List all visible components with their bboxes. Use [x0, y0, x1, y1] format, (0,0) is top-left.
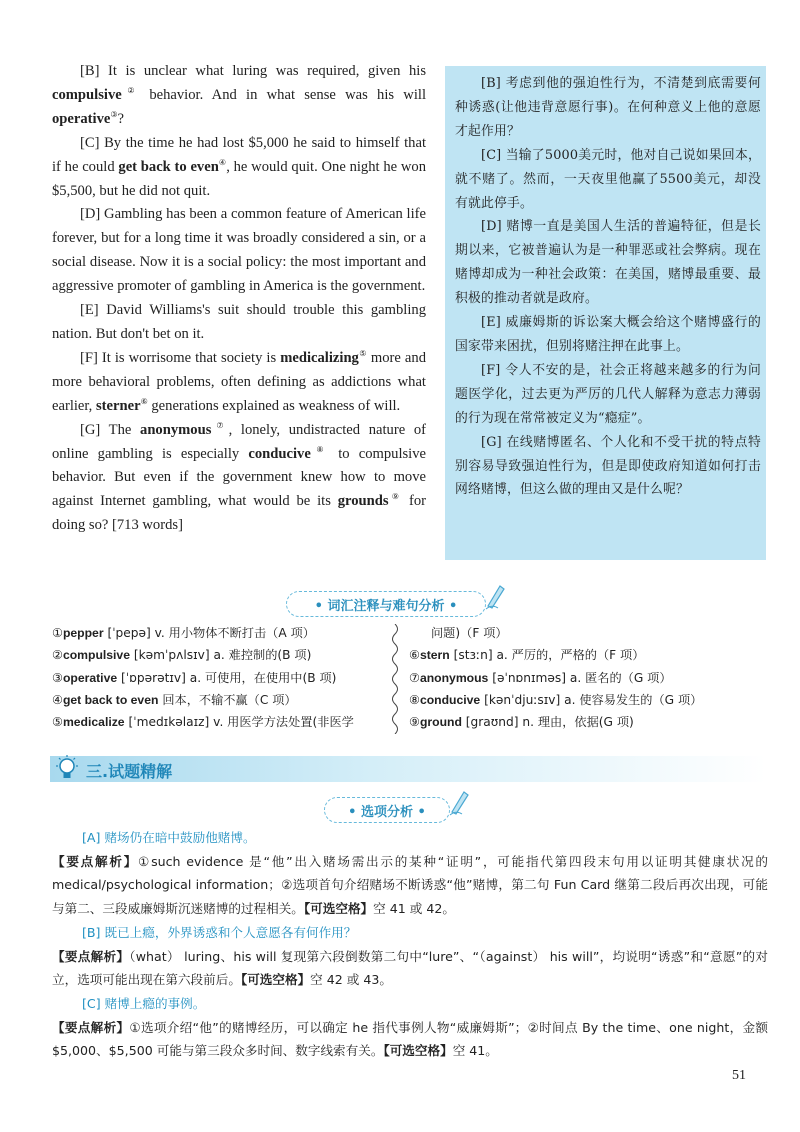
- vocab-item: ②compulsive [kəmˈpʌlsɪv] a. 难控制的(B 项): [52, 648, 312, 663]
- page-number: 51: [732, 1068, 746, 1083]
- option-b-title: [B] 既已上瘾，外界诱惑和个人意愿各有何作用？: [82, 924, 357, 940]
- vocab-item: ⑧conducive [kənˈdjuːsɪv] a. 使容易发生的（G 项）: [409, 692, 703, 707]
- translation-c: [C] 当输了5000美元时，他对自己说如果回本，就不赌了。然而，一天夜里他赢了5500美元，却没有就此停手。: [455, 147, 761, 211]
- option-b-analysis: 【要点解析】（what） luring、his will 复现第六段倒数第二句中“lure”、“（against） his will”，均说明“诱惑”和“意愿”的对立，选项可能出现在第六段前后。【可选空格】空 42 或 43。: [52, 948, 769, 988]
- vocab-item: ⑥stern [stɜːn] a. 严厉的，严格的（F 项）: [409, 648, 645, 663]
- vocab-item: ⑦anonymous [əˈnɒnɪməs] a. 匿名的（G 项）: [409, 670, 672, 685]
- vocab-item: ③operative [ˈɒpərətɪv] a. 可使用，在使用中(B 项): [52, 670, 337, 685]
- pen-icon: [484, 582, 506, 610]
- paragraph-b: [B] It is unclear what luring was required, given his compulsive② behavior. And in what sense was his will operative③?: [52, 63, 426, 127]
- lightbulb-icon: [52, 754, 82, 784]
- option-analysis: [52, 826, 768, 1063]
- option-a-title: [A] 赌场仍在暗中鼓励他赌博。: [82, 830, 256, 845]
- paragraph-g: [G] The anonymous⑦, lonely, undistracted nature of online gambling is especially conducive⑧ to compulsive behavior. But even if the government knew how to move against Internet gambling, what would be its grounds⑨ for doing so? [713 words]: [52, 420, 427, 534]
- section-title: 三.试题精解: [86, 762, 173, 781]
- option-a-analysis: 【要点解析】①such evidence 是“他”出入赌场需出示的某种“证明”，可能指代第四段末句用以证明其健康状况的 medical/psychological information；②选项首句介绍赌场不断诱惑“他”赌博，第二句 Fun Card 继第二段后再次出现，可能与第二、三段威廉姆斯沉迷赌博的过程相关。【可选空格】空 41 或 42。: [52, 853, 768, 917]
- vocab-item: ⑤medicalize [ˈmedɪkəlaɪz] v. 用医学方法处置(非医学: [52, 715, 354, 730]
- vocab-item: 问题)（F 项）: [431, 626, 508, 640]
- option-c-title: [C] 赌博上瘾的事例。: [82, 995, 206, 1011]
- option-c-analysis: 【要点解析】①选项介绍“他”的赌博经历，可以确定 he 指代事例人物“威廉姆斯”；②时间点 By the time、one night，金额 $5,000、$5,500 可能与第三段众多时间、数字线索有关。【可选空格】空 41。: [52, 1019, 768, 1059]
- column-divider-ornament: [388, 624, 402, 734]
- vocab-item: ①pepper [ˈpepə] v. 用小物体不断打击（A 项）: [52, 626, 315, 640]
- vocab-list-left: [52, 622, 354, 733]
- vocab-list-right: [409, 622, 702, 733]
- translation-e: [E] 威廉姆斯的诉讼案大概会给这个赌博盛行的国家带来困扰，但别将赌注押在此事上。: [455, 315, 761, 354]
- translation-box: [445, 66, 766, 560]
- translation-g: [G] 在线赌博匿名、个人化和不受干扰的特点特别容易导致强迫性行为，但是即使政府知道如何打击网络赌博，但这么做的理由又是什么呢？: [455, 434, 761, 498]
- vocab-item: ④get back to even 回本，不输不赢（C 项）: [52, 692, 297, 707]
- translation-b: [B] 考虑到他的强迫性行为，不清楚到底需要何种诱惑(让他违背意愿行事)。在何种意义上他的意愿才起作用？: [455, 76, 761, 139]
- translation-d: [D] 赌博一直是美国人生活的普遍特征，但是长期以来，它被普遍认为是一种罪恶或社会弊病。现在赌博却成为一种社会政策：在美国，赌博最重要、最积极的推动者就是政府。: [455, 219, 761, 307]
- paragraph-c: [C] By the time he had lost $5,000 he said to himself that if he could get back to even④, he would quit. One night he won $5,500, but he did not quit.: [52, 134, 426, 199]
- vocab-item: ⑨ground [graʊnd] n. 理由，依据(G 项): [409, 715, 634, 730]
- vocab-heading: • 词汇注释与难句分析 •: [286, 591, 486, 617]
- paragraph-e: [E] David Williams's suit should trouble this gambling nation. But don't bet on it.: [52, 302, 426, 342]
- english-passage: [52, 60, 426, 538]
- paragraph-f: [F] It is worrisome that society is medicalizing⑤ more and more behavioral problems, often defining as addictions what earlier, sterner⑥ generations explained as weakness of will.: [52, 349, 427, 414]
- paragraph-d: [D] Gambling has been a common feature of American life forever, but for a long time it was broadly considered a sin, or a social disease. Now it is a social policy: the most important and aggressive promoter of gambling in America is the government.: [52, 206, 426, 295]
- pen-icon: [448, 788, 470, 816]
- translation-f: [F] 令人不安的是，社会正将越来越多的行为问题医学化，过去更为严厉的几代人解释为意志力薄弱的行为现在常常被定义为“瘾症”。: [455, 362, 761, 426]
- options-heading: • 选项分析 •: [324, 797, 450, 823]
